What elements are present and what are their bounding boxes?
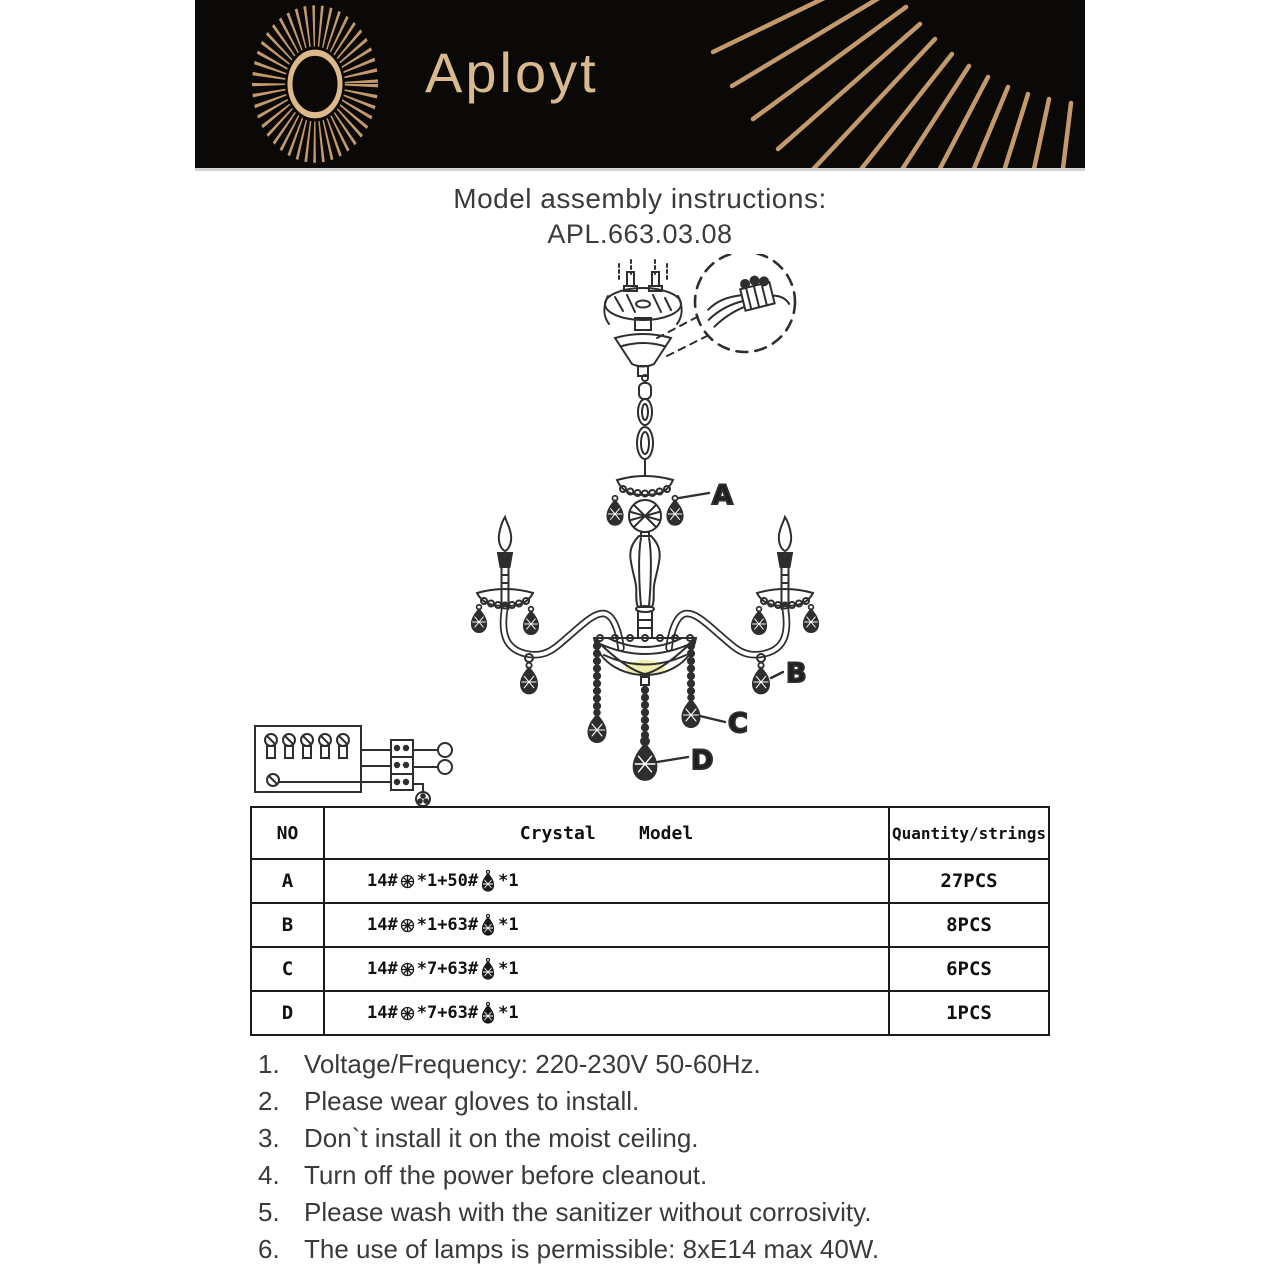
bead-crystal-icon xyxy=(400,874,415,889)
bead-crystal-icon xyxy=(400,962,415,977)
table-row xyxy=(251,903,1049,947)
table-header-row xyxy=(251,807,1049,859)
drop-crystal-icon xyxy=(480,958,496,980)
wire-detail-callout xyxy=(657,254,795,356)
center-bowl xyxy=(594,635,696,685)
list-item xyxy=(258,1231,1085,1268)
bead-string-center xyxy=(634,687,656,780)
col-header-qty: Quantity/strings xyxy=(889,807,1049,859)
item-number: 2. xyxy=(258,1086,280,1116)
drop-crystal-icon xyxy=(480,914,496,936)
model-text: 14# xyxy=(367,871,398,891)
brand-header xyxy=(195,0,1085,171)
instruction-sheet xyxy=(195,0,1085,1268)
model-text: *1 xyxy=(498,959,519,979)
model-text: 14# xyxy=(367,1003,398,1023)
row-letter: C xyxy=(251,947,324,991)
item-number: 3. xyxy=(258,1123,280,1153)
quantity-cell: 1PCS xyxy=(889,991,1049,1035)
row-letter: D xyxy=(251,991,324,1035)
item-text: Voltage/Frequency: 220-230V 50-60Hz. xyxy=(304,1049,761,1079)
model-text: *1+50# xyxy=(416,871,479,891)
list-item xyxy=(258,1083,1085,1120)
quantity-cell: 8PCS xyxy=(889,903,1049,947)
bead-crystal-icon xyxy=(400,1006,415,1021)
model-text: 14# xyxy=(367,959,398,979)
row-letter: A xyxy=(251,859,324,903)
table-row xyxy=(251,947,1049,991)
crystal-model-cell xyxy=(324,859,889,903)
list-item xyxy=(258,1157,1085,1194)
table-row xyxy=(251,991,1049,1035)
list-item xyxy=(258,1046,1085,1083)
model-text: 14# xyxy=(367,915,398,935)
model-text: *1 xyxy=(498,915,519,935)
hanging-chain xyxy=(637,375,653,476)
model-text: *1+63# xyxy=(416,915,479,935)
row-letter: B xyxy=(251,903,324,947)
crystal-model-cell xyxy=(324,947,889,991)
quantity-cell: 6PCS xyxy=(889,947,1049,991)
model-text: *1 xyxy=(498,871,519,891)
brand-name: Aployt xyxy=(425,41,599,104)
item-text: Please wash with the sanitizer without corrosivity. xyxy=(304,1197,872,1227)
col-header-model: Crystal Model xyxy=(324,807,889,859)
bead-crystal-icon xyxy=(400,918,415,933)
instruction-list xyxy=(258,1046,1085,1268)
col-header-no: NO xyxy=(251,807,324,859)
label-b: B xyxy=(786,658,807,689)
wiring-diagram xyxy=(255,726,452,806)
label-a: A xyxy=(712,480,733,511)
header-decoration xyxy=(195,0,1085,168)
parts-table xyxy=(250,806,1050,1036)
label-c: C xyxy=(728,708,748,739)
page-title: Model assembly instructions: xyxy=(453,183,827,214)
item-text: Please wear gloves to install. xyxy=(304,1086,640,1116)
model-text: *1 xyxy=(498,1003,519,1023)
item-number: 1. xyxy=(258,1049,280,1079)
drop-crystal-icon xyxy=(480,870,496,892)
model-text: *7+63# xyxy=(416,959,479,979)
ray-fan-icon xyxy=(713,0,1071,168)
label-d: D xyxy=(691,745,714,776)
center-column xyxy=(629,500,661,638)
model-number: APL.663.03.08 xyxy=(547,219,733,249)
list-item xyxy=(258,1120,1085,1157)
table-row xyxy=(251,859,1049,903)
crystal-model-cell xyxy=(324,903,889,947)
item-text: Don`t install it on the moist ceiling. xyxy=(304,1123,699,1153)
item-number: 5. xyxy=(258,1197,280,1227)
item-number: 6. xyxy=(258,1234,280,1264)
crystal-model-cell xyxy=(324,991,889,1035)
quantity-cell: 27PCS xyxy=(889,859,1049,903)
ceiling-mount xyxy=(604,260,681,376)
item-text: The use of lamps is permissible: 8xE14 max 40W. xyxy=(304,1234,880,1264)
drop-crystal-icon xyxy=(480,1002,496,1024)
model-text: *7+63# xyxy=(416,1003,479,1023)
assembly-diagram xyxy=(195,254,1085,806)
list-item xyxy=(258,1194,1085,1231)
sunburst-logo-icon xyxy=(269,27,361,142)
item-text: Turn off the power before cleanout. xyxy=(304,1160,708,1190)
item-number: 4. xyxy=(258,1160,280,1190)
